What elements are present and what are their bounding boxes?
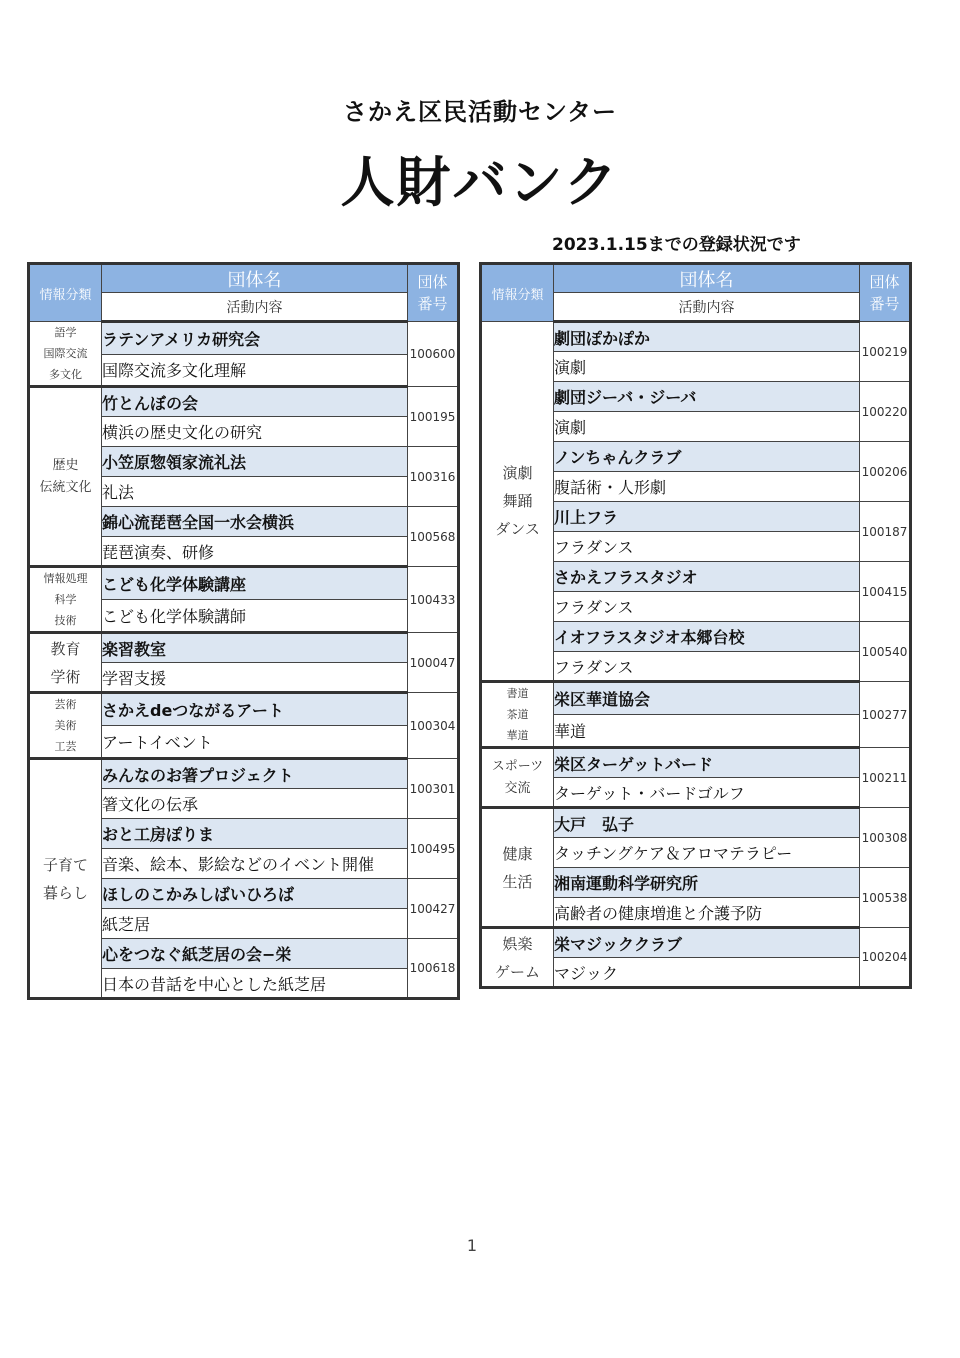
header-group-number	[860, 264, 911, 322]
group-name: 川上フラ	[554, 502, 860, 532]
table-row	[481, 322, 911, 352]
group-name: みんなのお箸プロジェクト	[102, 759, 408, 789]
category-label: スポーツ	[491, 758, 544, 774]
header-number-line2: 番号	[417, 295, 448, 313]
group-activity: 日本の昔話を中心とした紙芝居	[102, 969, 408, 999]
group-name: ノンちゃんクラブ	[554, 442, 860, 472]
category-label: 技術	[54, 614, 77, 627]
category-cell	[481, 322, 554, 682]
group-activity: 国際交流多文化理解	[102, 354, 408, 387]
group-number: 100308	[860, 808, 911, 868]
table-row	[29, 633, 459, 663]
right-roster-table	[479, 262, 912, 989]
table-row	[29, 693, 459, 726]
group-name: ラテンアメリカ研究会	[102, 322, 408, 355]
group-number: 100495	[408, 819, 459, 879]
category-cell	[29, 759, 102, 999]
group-name: 劇団ジーバ・ジーバ	[554, 382, 860, 412]
group-activity: 演劇	[554, 412, 860, 442]
group-activity: フラダンス	[554, 532, 860, 562]
category-label: 語学	[54, 326, 77, 339]
group-activity: 腹話術・人形劇	[554, 472, 860, 502]
category-cell	[29, 693, 102, 759]
group-activity: 音楽、絵本、影絵などのイベント開催	[102, 849, 408, 879]
group-number: 100047	[408, 633, 459, 693]
group-name: 栄区ターゲットバード	[554, 748, 860, 778]
group-activity: フラダンス	[554, 652, 860, 682]
header-activity: 活動内容	[554, 293, 860, 322]
header-activity: 活動内容	[102, 293, 408, 322]
group-number: 100277	[860, 682, 911, 748]
header-group-number	[408, 264, 459, 322]
group-name: 大戸 弘子	[554, 808, 860, 838]
group-name: 劇団ぽかぽか	[554, 322, 860, 352]
page-number: 1	[466, 1236, 478, 1255]
group-name: 心をつなぐ紙芝居の会−栄	[102, 939, 408, 969]
group-name: ほしのこかみしばいひろば	[102, 879, 408, 909]
category-label: 教育	[50, 639, 81, 658]
category-label: 多文化	[49, 368, 82, 381]
header-category: 情報分類	[481, 264, 554, 322]
category-label: 工芸	[54, 740, 77, 753]
group-activity: 横浜の歴史文化の研究	[102, 417, 408, 447]
category-cell	[29, 322, 102, 387]
group-number: 100618	[408, 939, 459, 999]
group-name: 竹とんぼの会	[102, 387, 408, 417]
category-label: 書道	[506, 687, 529, 700]
category-label: 歴史	[52, 457, 79, 473]
category-label: 暮らし	[42, 883, 88, 902]
group-activity: フラダンス	[554, 592, 860, 622]
group-activity: 箸文化の伝承	[102, 789, 408, 819]
group-activity: 演劇	[554, 352, 860, 382]
table-row	[481, 808, 911, 838]
group-activity: 礼法	[102, 477, 408, 507]
group-number: 100301	[408, 759, 459, 819]
group-number: 100538	[860, 868, 911, 928]
category-cell	[481, 928, 554, 988]
category-label: 生活	[502, 872, 533, 891]
category-cell	[481, 682, 554, 748]
category-label: 茶道	[506, 708, 529, 721]
group-number: 100187	[860, 502, 911, 562]
group-number: 100540	[860, 622, 911, 682]
group-activity: 華道	[554, 715, 860, 748]
group-name: イオフラスタジオ本郷台校	[554, 622, 860, 652]
category-label: 伝統文化	[39, 479, 92, 495]
group-name: 栄マジッククラブ	[554, 928, 860, 958]
category-label: 交流	[504, 780, 531, 796]
category-label: 情報処理	[43, 572, 88, 585]
category-label: 華道	[506, 729, 529, 742]
group-number: 100204	[860, 928, 911, 988]
header-group-name: 団体名	[102, 264, 408, 293]
group-activity: ターゲット・バードゴルフ	[554, 778, 860, 808]
category-cell	[481, 748, 554, 808]
header-number-line1: 団体	[869, 273, 900, 291]
category-label: ダンス	[495, 520, 540, 538]
table-row	[481, 928, 911, 958]
category-label: ゲーム	[494, 962, 540, 981]
group-name: 小笠原惣領家流礼法	[102, 447, 408, 477]
group-name: さかえフラスタジオ	[554, 562, 860, 592]
group-name: 栄区華道協会	[554, 682, 860, 715]
category-label: 演劇	[502, 464, 533, 482]
category-cell	[481, 808, 554, 928]
group-number: 100211	[860, 748, 911, 808]
category-label: 国際交流	[43, 347, 88, 360]
group-name: さかえdeつながるアート	[102, 693, 408, 726]
group-number: 100415	[860, 562, 911, 622]
category-label: 科学	[54, 593, 77, 606]
category-cell	[29, 567, 102, 633]
left-roster-table	[27, 262, 460, 1000]
page-title: 人財バンク	[340, 151, 620, 214]
category-label: 健康	[502, 844, 533, 863]
group-number: 100568	[408, 507, 459, 567]
table-row	[29, 322, 459, 355]
header-number-line1: 団体	[417, 273, 448, 291]
group-activity: タッチングケア＆アロマテラピー	[554, 838, 860, 868]
group-activity: 学習支援	[102, 663, 408, 693]
header-number-line2: 番号	[869, 295, 900, 313]
group-number: 100220	[860, 382, 911, 442]
table-row	[29, 387, 459, 417]
table-row	[29, 567, 459, 600]
table-header-row	[481, 264, 911, 293]
category-label: 娯楽	[502, 934, 533, 953]
group-number: 100206	[860, 442, 911, 502]
category-cell	[29, 633, 102, 693]
category-cell	[29, 387, 102, 567]
category-label: 芸術	[54, 698, 77, 711]
category-label: 学術	[50, 667, 81, 686]
table-row	[29, 759, 459, 789]
group-number: 100433	[408, 567, 459, 633]
group-number: 100316	[408, 447, 459, 507]
table-header-row	[29, 264, 459, 293]
group-activity: 高齢者の健康増進と介護予防	[554, 898, 860, 928]
header-group-name: 団体名	[554, 264, 860, 293]
group-number: 100427	[408, 879, 459, 939]
group-name: 錦心流琵琶全国一水会横浜	[102, 507, 408, 537]
page-subtitle: さかえ区民活動センター	[342, 98, 618, 126]
group-name: おと工房ぽりま	[102, 819, 408, 849]
table-row	[481, 748, 911, 778]
group-number: 100304	[408, 693, 459, 759]
group-number: 100600	[408, 322, 459, 387]
category-label: 舞踊	[502, 492, 533, 510]
group-name: こども化学体験講座	[102, 567, 408, 600]
group-number: 100195	[408, 387, 459, 447]
table-row	[481, 682, 911, 715]
group-name: 楽習教室	[102, 633, 408, 663]
category-label: 子育て	[42, 855, 88, 874]
group-activity: アートイベント	[102, 726, 408, 759]
group-number: 100219	[860, 322, 911, 382]
group-activity: 琵琶演奏、研修	[102, 537, 408, 567]
as-of-date: 2023.1.15までの登録状況です	[552, 235, 801, 255]
group-activity: マジック	[554, 958, 860, 988]
group-activity: 紙芝居	[102, 909, 408, 939]
group-name: 湘南運動科学研究所	[554, 868, 860, 898]
group-activity: こども化学体験講師	[102, 600, 408, 633]
header-category: 情報分類	[29, 264, 102, 322]
category-label: 美術	[54, 719, 77, 732]
